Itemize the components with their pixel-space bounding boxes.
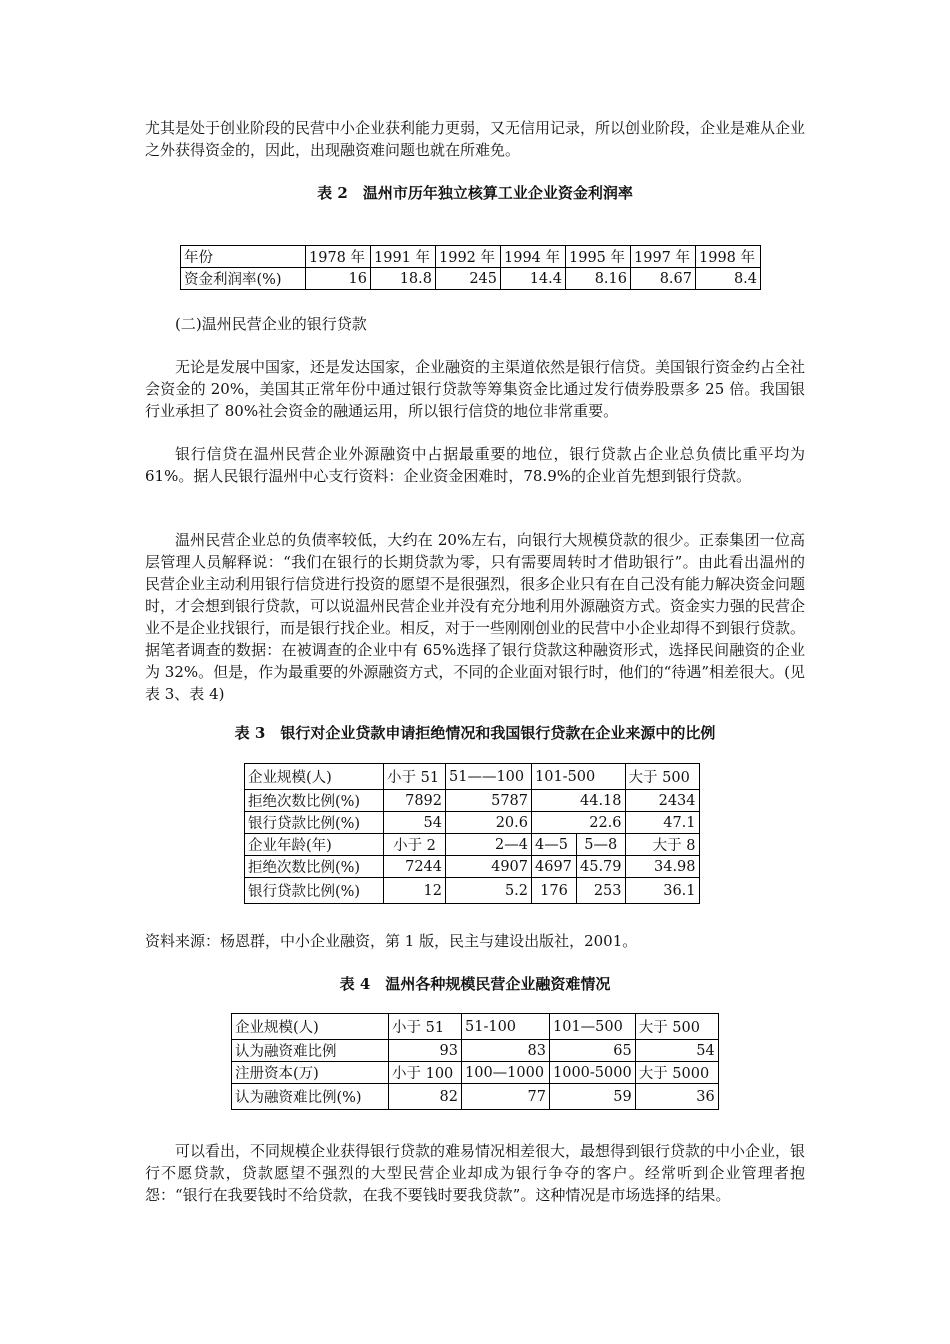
table2-caption: 表 2 温州市历年独立核算工业企业资金利润率 bbox=[317, 184, 633, 202]
table-cell: 1994 年 bbox=[501, 246, 566, 268]
table-cell: 51——100 bbox=[446, 764, 532, 790]
table-cell: 企业规模(人) bbox=[232, 1014, 389, 1040]
table-cell: 认为融资难比例 bbox=[232, 1040, 389, 1062]
table-cell: 12 bbox=[384, 878, 446, 904]
table3-caption: 表 3 银行对企业贷款申请拒绝情况和我国银行贷款在企业来源中的比例 bbox=[234, 724, 716, 742]
paragraph-1: 无论是发展中国家，还是发达国家，企业融资的主渠道依然是银行信贷。美国银行资金约占全社会资金的 20%，美国其正常年份中通过银行贷款等筹集资金比通过发行债券股票多 25 倍。我国银行业承担了 80%社会资金的融通运用，所以银行信贷的地位非常重要。 bbox=[145, 358, 806, 420]
table-cell: 22.6 bbox=[532, 812, 626, 834]
table-row bbox=[232, 1040, 719, 1062]
table-cell: 7892 bbox=[384, 790, 446, 812]
table-cell: 大于 8 bbox=[625, 834, 699, 856]
table-cell: 16 bbox=[306, 268, 371, 290]
table-cell: 1992 年 bbox=[436, 246, 501, 268]
table-cell: 36.1 bbox=[625, 878, 699, 904]
table-cell: 拒绝次数比例(%) bbox=[245, 790, 384, 812]
table-cell: 大于 5000 bbox=[635, 1062, 718, 1084]
table-row bbox=[232, 1014, 719, 1040]
table-cell: 18.8 bbox=[371, 268, 436, 290]
table-cell: 20.6 bbox=[446, 812, 532, 834]
source-note: 资料来源：杨恩群，中小企业融资，第 1 版，民主与建设出版社，2001。 bbox=[145, 932, 638, 950]
table3 bbox=[244, 763, 700, 904]
table-row bbox=[245, 790, 700, 812]
table-cell: 8.16 bbox=[566, 268, 631, 290]
paragraph-4: 可以看出，不同规模企业获得银行贷款的难易情况相差很大，最想得到银行贷款的中小企业，银行不愿贷款，贷款愿望不强烈的大型民营企业却成为银行争夺的客户。经常听到企业管理者抱怨：“银行在我要钱时不给贷款，在我不要钱时要我贷款”。这种情况是市场选择的结果。 bbox=[145, 1142, 806, 1204]
table-cell: 47.1 bbox=[625, 812, 699, 834]
paragraph-3: 温州民营企业总的负债率较低，大约在 20%左右，向银行大规模贷款的很少。正泰集团一位高层管理人员解释说：“我们在银行的长期贷款为零，只有需要周转时才借助银行”。由此看出温州的民营企业主动利用银行信贷进行投资的愿望不是很强烈，很多企业只有在自己没有能力解决资金问题时，才会想到银行贷款，可以说温州民营企业并没有充分地利用外源融资方式。资金实力强的民营企业不是企业找银行，而是银行找企业。相反，对于一些刚刚创业的民营中小企业却得不到银行贷款。据笔者调查的数据：在被调查的企业中有 65%选择了银行贷款这种融资形式，选择民间融资的企业为 32%。但是，作为最重要的外源融资方式，不同的企业面对银行时，他们的“待遇”相差很大。(见表 3、表 4) bbox=[145, 531, 806, 703]
table-cell: 1000-5000 bbox=[550, 1062, 636, 1084]
table-cell: 82 bbox=[389, 1084, 462, 1110]
table-cell: 资金利润率(%) bbox=[181, 268, 306, 290]
table-row bbox=[245, 834, 700, 856]
table-cell: 176 bbox=[532, 878, 577, 904]
table-cell: 54 bbox=[384, 812, 446, 834]
table-cell: 54 bbox=[635, 1040, 718, 1062]
table-cell: 4907 bbox=[446, 856, 532, 878]
table-cell: 5.2 bbox=[446, 878, 532, 904]
table-cell: 1998 年 bbox=[696, 246, 761, 268]
table-cell: 小于 51 bbox=[389, 1014, 462, 1040]
table-cell: 44.18 bbox=[532, 790, 626, 812]
table-cell: 1978 年 bbox=[306, 246, 371, 268]
table-cell: 101—500 bbox=[550, 1014, 636, 1040]
table-row bbox=[181, 268, 761, 290]
table-cell: 65 bbox=[550, 1040, 636, 1062]
table-cell: 2434 bbox=[625, 790, 699, 812]
table-cell: 101-500 bbox=[532, 764, 626, 790]
intro-paragraph: 尤其是处于创业阶段的民营中小企业获利能力更弱，又无信用记录，所以创业阶段，企业是难从企业之外获得资金的，因此，出现融资难问题也就在所难免。 bbox=[145, 119, 806, 159]
table-cell: 1991 年 bbox=[371, 246, 436, 268]
table-cell: 1997 年 bbox=[631, 246, 696, 268]
table-cell: 认为融资难比例(%) bbox=[232, 1084, 389, 1110]
table-cell: 1995 年 bbox=[566, 246, 631, 268]
table-row bbox=[245, 812, 700, 834]
table-row bbox=[245, 764, 700, 790]
table-cell: 4697 bbox=[532, 856, 577, 878]
table-cell: 企业年龄(年) bbox=[245, 834, 384, 856]
paragraph-2: 银行信贷在温州民营企业外源融资中占据最重要的地位，银行贷款占企业总负债比重平均为 61%。据人民银行温州中心支行资料：企业资金困难时，78.9%的企业首先想到银行贷款。 bbox=[145, 445, 805, 485]
table-cell: 小于 51 bbox=[384, 764, 446, 790]
table-row bbox=[232, 1084, 719, 1110]
table-cell: 银行贷款比例(%) bbox=[245, 878, 384, 904]
table-cell: 45.79 bbox=[577, 856, 626, 878]
table-cell: 注册资本(万) bbox=[232, 1062, 389, 1084]
table4 bbox=[231, 1013, 719, 1110]
table-cell: 51-100 bbox=[462, 1014, 550, 1040]
table-cell: 5—8 bbox=[577, 834, 626, 856]
table-cell: 小于 100 bbox=[389, 1062, 462, 1084]
table-cell: 83 bbox=[462, 1040, 550, 1062]
table-cell: 8.4 bbox=[696, 268, 761, 290]
table-cell: 59 bbox=[550, 1084, 636, 1110]
table-row bbox=[181, 246, 761, 268]
table2 bbox=[180, 245, 761, 290]
table-cell: 253 bbox=[577, 878, 626, 904]
table-cell: 大于 500 bbox=[635, 1014, 718, 1040]
table-cell: 银行贷款比例(%) bbox=[245, 812, 384, 834]
table-cell: 34.98 bbox=[625, 856, 699, 878]
table-row bbox=[245, 856, 700, 878]
table-cell: 拒绝次数比例(%) bbox=[245, 856, 384, 878]
table-row bbox=[232, 1062, 719, 1084]
table-cell: 14.4 bbox=[501, 268, 566, 290]
table-cell: 2—4 bbox=[446, 834, 532, 856]
section-heading: (二)温州民营企业的银行贷款 bbox=[175, 315, 367, 333]
table4-caption: 表 4 温州各种规模民营企业融资难情况 bbox=[339, 975, 611, 993]
table-cell: 企业规模(人) bbox=[245, 764, 384, 790]
table-cell: 36 bbox=[635, 1084, 718, 1110]
table-cell: 4—5 bbox=[532, 834, 577, 856]
table-cell: 100—1000 bbox=[462, 1062, 550, 1084]
table-cell: 245 bbox=[436, 268, 501, 290]
table-cell: 小于 2 bbox=[384, 834, 446, 856]
table-cell: 8.67 bbox=[631, 268, 696, 290]
table-cell: 7244 bbox=[384, 856, 446, 878]
table-cell: 93 bbox=[389, 1040, 462, 1062]
table-cell: 年份 bbox=[181, 246, 306, 268]
table-cell: 大于 500 bbox=[625, 764, 699, 790]
table-cell: 5787 bbox=[446, 790, 532, 812]
table-cell: 77 bbox=[462, 1084, 550, 1110]
table-row bbox=[245, 878, 700, 904]
